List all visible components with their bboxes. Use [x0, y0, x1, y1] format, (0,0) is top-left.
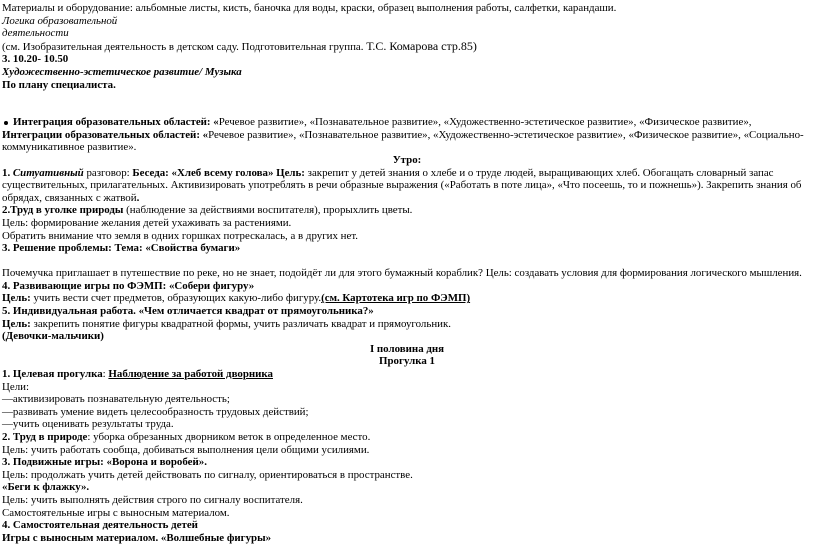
- activity-heading: деятельности: [2, 27, 69, 40]
- logic-heading: Логика образовательной: [2, 14, 118, 27]
- walk-2-title: 2. Труд в природе: [2, 431, 88, 443]
- section-1-topic: Беседа: «Хлеб всему голова» Цель:: [132, 166, 305, 179]
- walk-1-goal-3: —учить оценивать результаты труда.: [2, 418, 174, 431]
- section-1-title: Ситуативный: [12, 166, 84, 179]
- section-3-text: Почемучка приглашает в путешествие по реке, но не знает, подойдёт ли для этого бумажный кораблик? Цель: создавать условия для формирования логического мышления.: [2, 267, 802, 280]
- half-day-heading: I половина дня: [369, 342, 445, 355]
- walk-2-text: : уборка обрезанных дворником веток в определенное место.: [87, 431, 371, 443]
- section-1-word: разговор:: [83, 166, 133, 179]
- section-2: [2, 204, 812, 217]
- walk-2-goal: Цель: учить работать сообща, добиваться выполнения цели общими усилиями.: [2, 443, 370, 456]
- walk-1-title: [2, 368, 812, 381]
- walk-3-free: Самостоятельные игры с выносным материалом.: [2, 506, 230, 519]
- walk-3-title: 3. Подвижные игры: «Ворона и воробей».: [2, 456, 207, 469]
- section-5-goal: [2, 318, 812, 331]
- walk-4-sub: [2, 532, 812, 545]
- section-1: [2, 167, 812, 205]
- section-5-goal-text: закрепить понятие фигуры квадратной формы, учить различать квадрат и прямоугольник.: [30, 317, 451, 330]
- plan-line: По плану специалиста.: [2, 78, 116, 91]
- source-reference-b: Т.С. Комарова стр.85): [366, 38, 477, 53]
- integration-label-2: Интеграции образовательных областей: «: [2, 128, 209, 141]
- section-2-goal: Цель: формирование желания детей ухаживать за растениями.: [2, 216, 292, 229]
- walk-1-goals: Цели:: [2, 380, 29, 393]
- section-1-num: 1.: [2, 166, 13, 179]
- section-5-title: 5. Индивидуальная работа. «Чем отличается квадрат от прямоугольника?»: [2, 305, 374, 318]
- section-5-group: (Девочки-мальчики): [2, 330, 104, 343]
- section-4-goal-text: учить вести счет предметов, образующих какую-либо фигуру.: [30, 292, 322, 305]
- walk-1-goal-2: —развивать умение видеть целесообразность трудовых действий;: [2, 405, 309, 418]
- art-music-line: Художественно-эстетическое развитие/ Музыка: [2, 65, 242, 78]
- walk-4-sub-b: . «Волшебные фигуры»: [155, 531, 272, 544]
- section-5-goal-label: Цель:: [2, 317, 31, 330]
- section-2-text: (наблюдение за действиями воспитателя), прорыхлить цветы.: [123, 204, 413, 217]
- walk-4-sub-a: Игры с выносным материалом: [2, 531, 156, 544]
- integration-text-2: Речевое развитие», «Познавательное развитие», «Художественно-эстетическое развитие», «Физическое развитие», «Социально-коммуникативное развитие».: [2, 128, 804, 154]
- bullet-icon: [4, 121, 8, 125]
- section-2-title: 2.Труд в уголке природы: [2, 204, 124, 217]
- integration-label-1: Интеграция образовательных областей: «: [13, 116, 219, 129]
- source-reference: [2, 40, 812, 54]
- integration-text-1: Речевое развитие», «Познавательное развитие», «Художественно-эстетическое развитие», «Физическое развитие»,: [218, 116, 752, 129]
- morning-heading: Утро:: [392, 153, 422, 166]
- walk-heading: Прогулка 1: [379, 355, 435, 368]
- section-1-text: закрепит у детей знания о хлебе и о труде людей, выращивающих хлеб. Обогащать словарный запас существительных, прилагательных. Активизировать употреблять в речи образные выражения («Работать в поте лица», «Что посеешь, то и пожнешь»). Закрепить знания об обрядах, связанных с жатвой: [2, 166, 802, 204]
- walk-4-title: 4. Самостоятельная деятельность детей: [2, 519, 198, 532]
- walk-1-colon: :: [102, 368, 109, 381]
- materials-line: Материалы и оборудование: альбомные листы, кисть, баночка для воды, краски, образец выполнения работы, салфетки, карандаши.: [2, 2, 617, 14]
- section-2-note: Обратить внимание что земля в одних горшках потрескалась, а в других нет.: [2, 229, 358, 242]
- time-line: 3. 10.20- 10.50: [2, 53, 69, 66]
- walk-3-game: «Беги к флажку».: [2, 481, 90, 494]
- source-reference-a: (см. Изобразительная деятельность в детском саду. Подготовительная группа.: [2, 40, 367, 53]
- integration-line-2: [2, 129, 812, 154]
- section-3-title: 3. Решение проблемы: Тема: «Свойства бумаги»: [2, 242, 241, 255]
- walk-3-goal: Цель: продолжать учить детей действовать по сигналу, ориентироваться в пространстве.: [2, 468, 413, 481]
- walk-1-goal-1: —активизировать познавательную деятельность;: [2, 393, 230, 406]
- janitor-observation-link[interactable]: Наблюдение за работой дворника: [108, 368, 273, 381]
- integration-line-1: [2, 116, 812, 129]
- section-4-title: 4. Развивающие игры по ФЭМП: «Собери фигуру»: [2, 279, 255, 292]
- section-4-goal-label: Цель:: [2, 292, 31, 305]
- walk-2: [2, 431, 812, 444]
- fmp-card-link[interactable]: (см. Картотека игр по ФЭМП): [321, 292, 471, 305]
- walk-1-label: 1. Целевая прогулка: [2, 368, 103, 381]
- section-4-goal: [2, 292, 812, 305]
- section-1-end: .: [136, 191, 140, 204]
- walk-3-goal-2: Цель: учить выполнять действия строго по сигналу воспитателя.: [2, 493, 303, 506]
